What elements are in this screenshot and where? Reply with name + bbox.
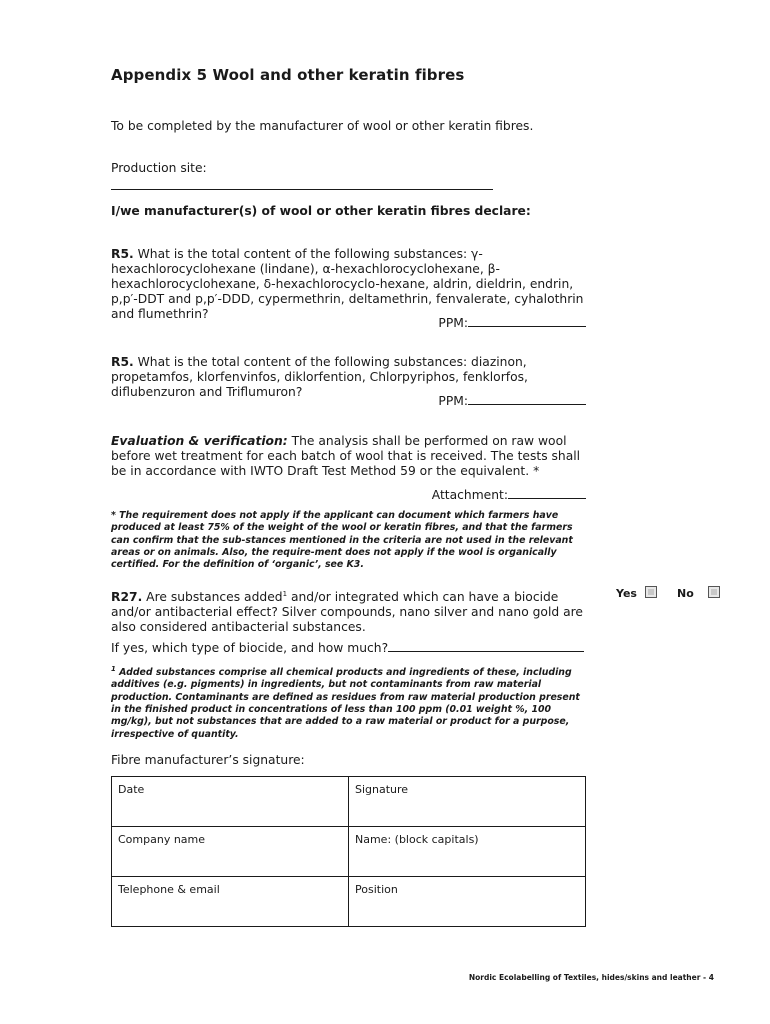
name-label: Name: (block capitals) [355, 833, 479, 846]
signature-cell[interactable] [349, 777, 586, 827]
r5b-ppm-field[interactable] [468, 391, 586, 405]
r5a-ppm-label: PPM: [438, 316, 468, 330]
position-label: Position [355, 883, 398, 896]
no-label: No [677, 587, 694, 600]
r5a-text: What is the total content of the following substances: γ-hexachlorocyclohexane (lindane), α-hexachlorocyclohexane, β-hexachlorocyclohexane, δ-hexachlorocyclo-hexane, aldrin, dieldrin, endrin, p,p′-DDT and p,p′-DDD, cypermethrin, deltamethrin, fenvalerate, cyhalothrin and flumethrin? [111, 247, 584, 321]
evaluation-text: The analysis shall be performed on raw wool before wet treatment for each batch of wool that is received. The tests shall be in accordance with IWTO Draft Test Method 59 or the equivalent. * [111, 434, 581, 478]
phone-email-cell[interactable] [112, 877, 349, 927]
r27-paragraph [111, 587, 591, 635]
signature-table [111, 776, 586, 927]
attachment-label: Attachment: [431, 488, 508, 502]
date-cell[interactable] [112, 777, 349, 827]
r5b-label: R5. [111, 355, 134, 369]
no-checkbox[interactable] [708, 586, 720, 598]
position-cell[interactable] [349, 877, 586, 927]
evaluation-label: Evaluation & verification: [111, 434, 288, 448]
r5b-ppm-label: PPM: [438, 394, 468, 408]
attachment-row [111, 485, 586, 502]
company-label: Company name [118, 833, 206, 846]
table-row [112, 877, 586, 927]
r27-footnote-ref: 1 [282, 590, 288, 598]
footnote-1 [111, 663, 589, 741]
biocide-question: If yes, which type of biocide, and how much? [111, 641, 389, 655]
intro-text: To be completed by the manufacturer of wool or other keratin fibres. [111, 119, 534, 133]
declare-heading: I/we manufacturer(s) of wool or other keratin fibres declare: [111, 204, 531, 218]
company-cell[interactable] [112, 827, 349, 877]
date-label: Date [118, 783, 145, 796]
footnote-1-marker: 1 [111, 665, 116, 673]
biocide-question-row [111, 638, 591, 656]
r5a-paragraph [111, 247, 591, 322]
yes-option [616, 586, 657, 600]
footnote-1-text: Added substances comprise all chemical products and ingredients of these, including additives (e.g. pigments) in ingredients, but not contaminants from raw material production. Contaminants are defined as residues from raw material production present in the finished product in concentrations of less than 100 ppm (0.01 weight %, 100 mg/kg), but not substances that are added to a raw material or product for a purpose, irrespective of quantity. [111, 667, 580, 740]
yes-checkbox[interactable] [645, 586, 657, 598]
name-cell[interactable] [349, 827, 586, 877]
production-site-field[interactable] [111, 176, 493, 190]
table-row [112, 827, 586, 877]
r27-text-before: Are substances added [142, 590, 283, 605]
r5a-label: R5. [111, 247, 134, 261]
evaluation-paragraph [111, 434, 591, 479]
table-row [112, 777, 586, 827]
no-option [677, 586, 720, 600]
r27-text-after: and/or integrated which can have a biocide and/or antibacterial effect? Silver compounds, nano silver and nano gold are also considered antibacterial substances. [111, 590, 583, 635]
biocide-field[interactable] [388, 638, 584, 652]
yes-label: Yes [616, 587, 637, 600]
attachment-field[interactable] [508, 485, 586, 499]
footnote-star: * The requirement does not apply if the applicant can document which farmers have produced at least 75% of the weight of the wool or keratin fibres, and that the farmers can confirm that the sub-stances mentioned in the criteria are not used in the relevant areas or on animals. Also, the require-ment does not apply if the wool is organically certified. For the definition of ‘organic’, see K3. [111, 510, 573, 571]
r5a-ppm-field[interactable] [468, 313, 586, 327]
r5b-ppm-row [111, 391, 586, 408]
signature-cell-label: Signature [355, 783, 409, 796]
signature-label: Fibre manufacturer’s signature: [111, 753, 305, 767]
r27-label: R27. [111, 590, 143, 605]
page-title: Appendix 5 Wool and other keratin fibres [111, 66, 465, 84]
r5b-text: What is the total content of the following substances: diazinon, propetamfos, klorfenvinfos, diklorfention, Chlorpyriphos, fenklorfos, diflubenzuron and Triflumuron? [111, 355, 528, 399]
phone-email-label: Telephone & email [118, 883, 220, 896]
production-site-label: Production site: [111, 161, 207, 175]
production-site-row [111, 161, 591, 194]
r5a-ppm-row [111, 313, 586, 330]
page-footer: Nordic Ecolabelling of Textiles, hides/skins and leather - 4 [468, 973, 714, 982]
